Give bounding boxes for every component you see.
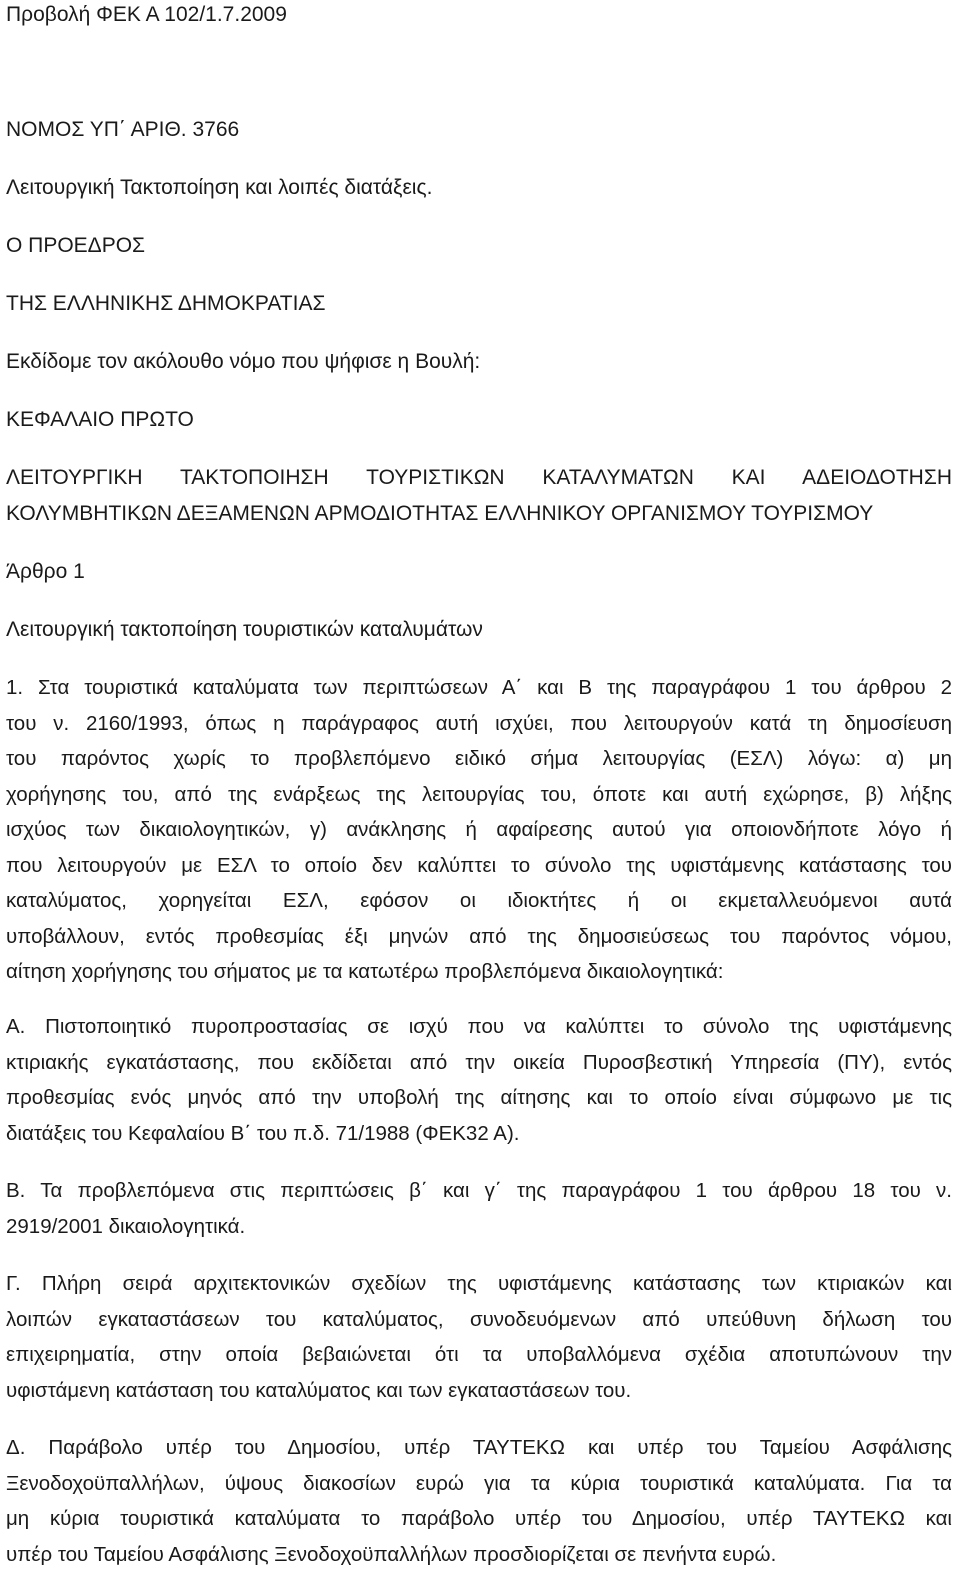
- paragraph-line: του παρόντος χωρίς το προβλεπόμενο ειδικό σήμα λειτουργίας (ΕΣΛ) λόγω: α) μη: [6, 747, 952, 770]
- paragraph-line: καταλύματος, χορηγείται ΕΣΛ, εφόσον οι ιδιοκτήτες ή οι εκμεταλλευόμενοι αυτά: [6, 889, 952, 912]
- law-title: Λειτουργική Τακτοποίηση και λοιπές διατάξεις.: [6, 176, 433, 199]
- paragraph-g: [6, 1266, 952, 1408]
- view-title: Προβολή ΦΕΚ Α 102/1.7.2009: [6, 3, 287, 26]
- paragraph-line: υπέρ του Ταμείου Ασφάλισης Ξενοδοχοϋπαλλήλων προσδιορίζεται σε πενήντα ευρώ.: [6, 1542, 777, 1566]
- paragraph-line: Γ. Πλήρη σειρά αρχιτεκτονικών σχεδίων της υφιστάμενης κατάστασης των κτιριακών και: [6, 1272, 952, 1295]
- chapter-title-line-1: ΛΕΙΤΟΥΡΓΙΚΗ ΤΑΚΤΟΠΟΙΗΣΗ ΤΟΥΡΙΣΤΙΚΩΝ ΚΑΤΑΛΥΜΑΤΩΝ ΚΑΙ ΑΔΕΙΟΔΟΤΗΣΗ: [6, 466, 952, 489]
- paragraph-line: μη κύρια τουριστικά καταλύματα το παράβολο υπέρ του Δημοσίου, υπέρ ΤΑΥΤΕΚΩ και: [6, 1507, 952, 1530]
- chapter-title-line-2: ΚΟΛΥΜΒΗΤΙΚΩΝ ΔΕΞΑΜΕΝΩΝ ΑΡΜΟΔΙΟΤΗΤΑΣ ΕΛΛΗΝΙΚΟΥ ΟΡΓΑΝΙΣΜΟΥ ΤΟΥΡΙΣΜΟΥ: [6, 502, 874, 525]
- paragraph-line: κτιριακής εγκατάστασης, που εκδίδεται από την οικεία Πυροσβεστική Υπηρεσία (ΠΥ), εντός: [6, 1050, 952, 1074]
- paragraph-line: Ξενοδοχοϋπαλλήλων, ύψους διακοσίων ευρώ για τα κύρια τουριστικά καταλύματα. Για τα: [6, 1471, 952, 1495]
- paragraph-line: λοιπών εγκαταστάσεων του καταλύματος, συνοδευόμενων από υπεύθυνη δήλωση του: [6, 1307, 952, 1331]
- paragraph-b: [6, 1173, 952, 1244]
- paragraph-line: Β. Τα προβλεπόμενα στις περιπτώσεις β΄ και γ΄ της παραγράφου 1 του άρθρου 18 του ν.: [6, 1179, 952, 1202]
- paragraph-line: αίτηση χορήγησης του σήματος με τα κατωτέρω προβλεπόμενα δικαιολογητικά:: [6, 960, 724, 983]
- paragraph-line: υποβάλλουν, εντός προθεσμίας έξι μηνών από της δημοσιεύσεως του παρόντος νόμου,: [6, 924, 952, 948]
- article-title: Λειτουργική τακτοποίηση τουριστικών καταλυμάτων: [6, 618, 483, 641]
- paragraph-a: [6, 1009, 952, 1151]
- paragraph-line: του ν. 2160/1993, όπως η παράγραφος αυτή ισχύει, που λειτουργούν κατά τη δημοσίευση: [6, 711, 952, 735]
- paragraph-line: προθεσμίας ενός μηνός από την υποβολή της αίτησης και το οποίο είναι σύμφωνο με τις: [6, 1086, 952, 1109]
- paragraph-line: 2919/2001 δικαιολογητικά.: [6, 1214, 246, 1238]
- paragraph-line: Α. Πιστοποιητικό πυροπροστασίας σε ισχύ που να καλύπτει το σύνολο της υφιστάμενης: [6, 1015, 952, 1038]
- paragraph-d: [6, 1430, 952, 1572]
- enactment-formula: Εκδίδομε τον ακόλουθο νόμο που ψήφισε η Βουλή:: [6, 350, 481, 373]
- paragraph-1: [6, 670, 952, 990]
- article-label: Άρθρο 1: [6, 560, 85, 583]
- paragraph-line: υφιστάμενη κατάσταση του καταλύματος και των εγκαταστάσεων του.: [6, 1378, 632, 1402]
- law-number: ΝΟΜΟΣ ΥΠ΄ ΑΡΙΘ. 3766: [6, 118, 240, 141]
- paragraph-line: Δ. Παράβολο υπέρ του Δημοσίου, υπέρ ΤΑΥΤΕΚΩ και υπέρ του Ταμείου Ασφάλισης: [6, 1436, 952, 1459]
- paragraph-line: ισχύος των δικαιολογητικών, γ) ανάκλησης ή αφαίρεσης αυτού για οποιονδήποτε λόγο ή: [6, 818, 952, 841]
- paragraph-line: που λειτουργούν με ΕΣΛ το οποίο δεν καλύπτει το σύνολο της υφιστάμενης κατάστασης του: [6, 853, 952, 877]
- paragraph-line: 1. Στα τουριστικά καταλύματα των περιπτώσεων Α΄ και Β της παραγράφου 1 του άρθρου 2: [6, 676, 952, 699]
- paragraph-line: επιχειρηματία, στην οποία βεβαιώνεται ότι τα υποβαλλόμενα σχέδια αποτυπώνουν την: [6, 1343, 952, 1366]
- chapter-label: ΚΕΦΑΛΑΙΟ ΠΡΩΤΟ: [6, 408, 194, 431]
- president-line-2: ΤΗΣ ΕΛΛΗΝΙΚΗΣ ΔΗΜΟΚΡΑΤΙΑΣ: [6, 292, 326, 315]
- president-line-1: Ο ΠΡΟΕΔΡΟΣ: [6, 234, 146, 257]
- paragraph-line: χορήγησης του, από της ενάρξεως της λειτουργίας του, όποτε και αυτή εχώρησε, β) λήξης: [6, 782, 952, 806]
- paragraph-line: διατάξεις του Κεφαλαίου Β΄ του π.δ. 71/1988 (ΦΕΚ32 Α).: [6, 1121, 520, 1145]
